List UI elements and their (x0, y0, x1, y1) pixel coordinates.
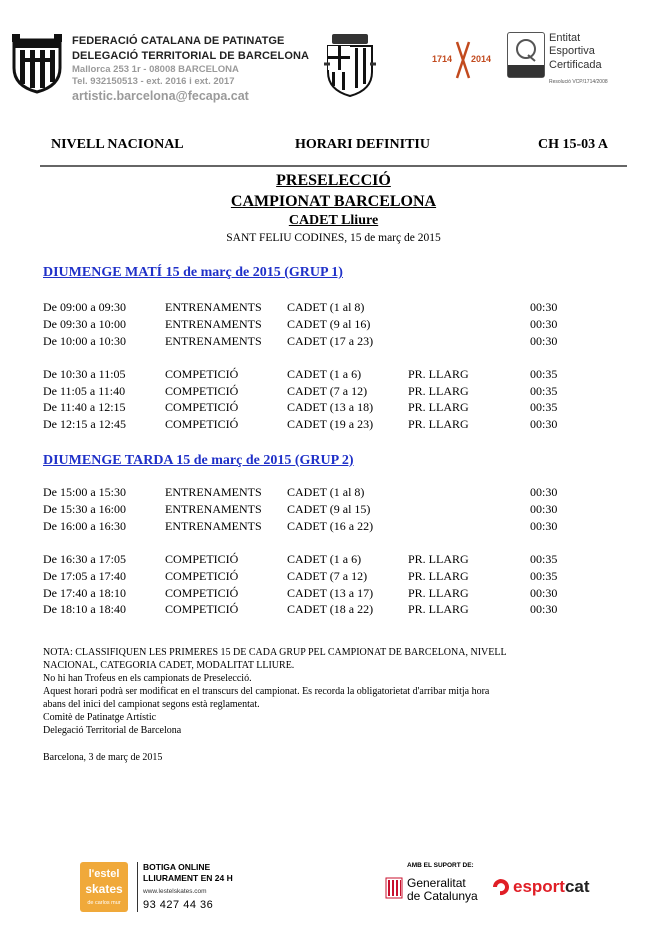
row-category: CADET (7 a 12) (287, 569, 368, 583)
schedule-row (0, 384, 667, 401)
certified-entity-logo (507, 32, 611, 90)
notes-block (43, 646, 603, 737)
row-category: CADET (9 al 16) (287, 317, 371, 331)
row-time: De 15:30 a 16:00 (43, 502, 126, 516)
schedule-row (0, 400, 667, 417)
schedule-row (0, 586, 667, 603)
row-time: De 16:00 a 16:30 (43, 519, 126, 533)
esportcat-logo-text (513, 877, 590, 897)
row-duration: 00:30 (530, 485, 558, 499)
note-line: Aquest horari podrà ser modificat en el transcurs del campionat. Es recorda la obligatorietat d'arribar mitja hora (43, 686, 490, 697)
estel-logo-line1: l'estel (88, 868, 120, 880)
row-type: COMPETICIÓ (165, 586, 239, 600)
row-time: De 17:40 a 18:10 (43, 586, 126, 600)
row-type: ENTRENAMENTS (165, 300, 262, 314)
cert-line-1: Entitat (549, 32, 581, 44)
row-type: COMPETICIÓ (165, 417, 239, 431)
row-duration: 00:35 (530, 384, 558, 398)
org-phone: Tel. 932150513 - ext. 2016 i ext. 2017 (72, 76, 235, 87)
row-program: PR. LLARG (408, 400, 469, 414)
row-category: CADET (18 a 22) (287, 602, 374, 616)
row-type: COMPETICIÓ (165, 552, 239, 566)
row-duration: 00:30 (530, 602, 558, 616)
anniversary-1714-2014-logo (432, 40, 496, 80)
row-time: De 09:00 a 09:30 (43, 300, 126, 314)
sponsor-divider (137, 862, 138, 912)
shop-url[interactable]: www.lestelskates.com (143, 888, 207, 895)
row-duration: 00:30 (530, 334, 558, 348)
row-type: ENTRENAMENTS (165, 334, 262, 348)
federation-shield-logo (10, 34, 64, 94)
row-duration: 00:30 (530, 586, 558, 600)
org-name: FEDERACIÓ CATALANA DE PATINATGE (72, 35, 285, 47)
schedule-row (0, 502, 667, 519)
row-time: De 16:30 a 17:05 (43, 552, 126, 566)
row-type: COMPETICIÓ (165, 384, 239, 398)
row-program: PR. LLARG (408, 417, 469, 431)
document-code: CH 15-03 A (538, 137, 608, 152)
row-time: De 18:10 a 18:40 (43, 602, 126, 616)
schedule-row (0, 602, 667, 619)
row-category: CADET (1 a 6) (287, 552, 362, 566)
row-duration: 00:35 (530, 367, 558, 381)
note-line: Delegació Territorial de Barcelona (43, 725, 182, 736)
shop-delivery-label: LLIURAMENT EN 24 H (143, 873, 233, 883)
generalitat-line1: Generalitat (407, 876, 466, 890)
generalitat-line2: de Catalunya (407, 889, 478, 903)
row-category: CADET (1 al 8) (287, 300, 365, 314)
row-type: ENTRENAMENTS (165, 485, 262, 499)
row-program: PR. LLARG (408, 602, 469, 616)
lestel-skates-logo (80, 862, 128, 912)
anniversary-year-right: 2014 (471, 54, 492, 64)
schedule-row (0, 317, 667, 334)
org-email[interactable]: artistic.barcelona@fecapa.cat (72, 89, 249, 103)
schedule-row (0, 334, 667, 351)
header-divider (40, 165, 627, 167)
shop-online-label: BOTIGA ONLINE (143, 862, 211, 872)
schedule-row (0, 552, 667, 569)
note-line: abans del inici del campionat segons està reglamentat. (43, 699, 260, 710)
schedule-row (0, 519, 667, 536)
note-line: Comitè de Patinatge Artístic (43, 712, 157, 723)
schedule-row (0, 300, 667, 317)
row-time: De 10:30 a 11:05 (43, 367, 126, 381)
org-address: Mallorca 253 1r - 08008 BARCELONA (72, 64, 239, 75)
row-duration: 00:30 (530, 502, 558, 516)
row-program: PR. LLARG (408, 367, 469, 381)
row-category: CADET (19 a 23) (287, 417, 374, 431)
level-label: NIVELL NACIONAL (51, 137, 184, 152)
certification-badge-icon (507, 32, 545, 78)
row-duration: 00:35 (530, 552, 558, 566)
esportcat-word-esport: esport (513, 877, 565, 896)
schedule-row (0, 367, 667, 384)
anniversary-year-left: 1714 (432, 54, 453, 64)
row-type: COMPETICIÓ (165, 400, 239, 414)
row-duration: 00:30 (530, 519, 558, 533)
page-title: PRESELECCIÓ (276, 172, 391, 189)
schedule-status: HORARI DEFINITIU (295, 137, 430, 152)
note-line: NACIONAL, CATEGORIA CADET, MODALITAT LLIURE. (43, 660, 295, 671)
row-category: CADET (17 a 23) (287, 334, 374, 348)
row-time: De 09:30 a 10:00 (43, 317, 126, 331)
cert-line-3: Certificada (549, 59, 602, 71)
section-title-afternoon: DIUMENGE TARDA 15 de març de 2015 (GRUP 2) (43, 453, 354, 468)
row-duration: 00:35 (530, 569, 558, 583)
row-time: De 15:00 a 15:30 (43, 485, 126, 499)
cert-resolution: Resolució VCP/1714/2008 (549, 79, 608, 85)
row-type: COMPETICIÓ (165, 602, 239, 616)
barcelona-coat-of-arms-logo (322, 34, 378, 98)
championship-title: CAMPIONAT BARCELONA (230, 193, 437, 210)
organization-info (72, 34, 309, 104)
location-date: SANT FELIU CODINES, 15 de març de 2015 (226, 232, 441, 244)
row-program: PR. LLARG (408, 552, 469, 566)
org-delegation: DELEGACIÓ TERRITORIAL DE BARCELONA (72, 50, 310, 62)
estel-logo-line3: de carlos mur (87, 900, 121, 906)
anniversary-mark-icon (454, 40, 472, 80)
row-category: CADET (13 a 18) (287, 400, 374, 414)
row-program: PR. LLARG (408, 384, 469, 398)
cert-line-2: Esportiva (549, 45, 595, 57)
esportcat-logo-icon (489, 876, 511, 898)
schedule-row (0, 417, 667, 434)
row-category: CADET (13 a 17) (287, 586, 374, 600)
row-time: De 11:05 a 11:40 (43, 384, 126, 398)
row-duration: 00:30 (530, 317, 558, 331)
row-time: De 17:05 a 17:40 (43, 569, 126, 583)
note-line: NOTA: CLASSIFIQUEN LES PRIMERES 15 DE CADA GRUP PEL CAMPIONAT DE BARCELONA, NIVELL (43, 647, 507, 658)
row-program: PR. LLARG (408, 586, 469, 600)
row-type: ENTRENAMENTS (165, 502, 262, 516)
section-title-morning: DIUMENGE MATÍ 15 de març de 2015 (GRUP 1) (43, 265, 343, 280)
row-category: CADET (1 al 8) (287, 485, 365, 499)
row-type: COMPETICIÓ (165, 367, 239, 381)
row-program: PR. LLARG (408, 569, 469, 583)
row-category: CADET (1 a 6) (287, 367, 362, 381)
row-category: CADET (9 al 15) (287, 502, 371, 516)
generalitat-logo-icon (385, 877, 403, 899)
row-category: CADET (7 a 12) (287, 384, 368, 398)
esportcat-word-cat: cat (564, 877, 590, 896)
row-time: De 10:00 a 10:30 (43, 334, 126, 348)
estel-logo-line2: skates (85, 882, 123, 896)
support-label: AMB EL SUPORT DE: (407, 862, 474, 869)
category-title: CADET Lliure (288, 213, 379, 228)
row-time: De 12:15 a 12:45 (43, 417, 126, 431)
shop-phone: 93 427 44 36 (143, 899, 214, 911)
schedule-row (0, 485, 667, 502)
row-type: ENTRENAMENTS (165, 519, 262, 533)
row-time: De 11:40 a 12:15 (43, 400, 126, 414)
note-line: No hi han Trofeus en els campionats de Preselecció. (43, 673, 252, 684)
row-category: CADET (16 a 22) (287, 519, 374, 533)
row-duration: 00:30 (530, 300, 558, 314)
row-type: COMPETICIÓ (165, 569, 239, 583)
row-type: ENTRENAMENTS (165, 317, 262, 331)
schedule-row (0, 569, 667, 586)
row-duration: 00:35 (530, 400, 558, 414)
issue-date: Barcelona, 3 de març de 2015 (43, 752, 163, 763)
row-duration: 00:30 (530, 417, 558, 431)
